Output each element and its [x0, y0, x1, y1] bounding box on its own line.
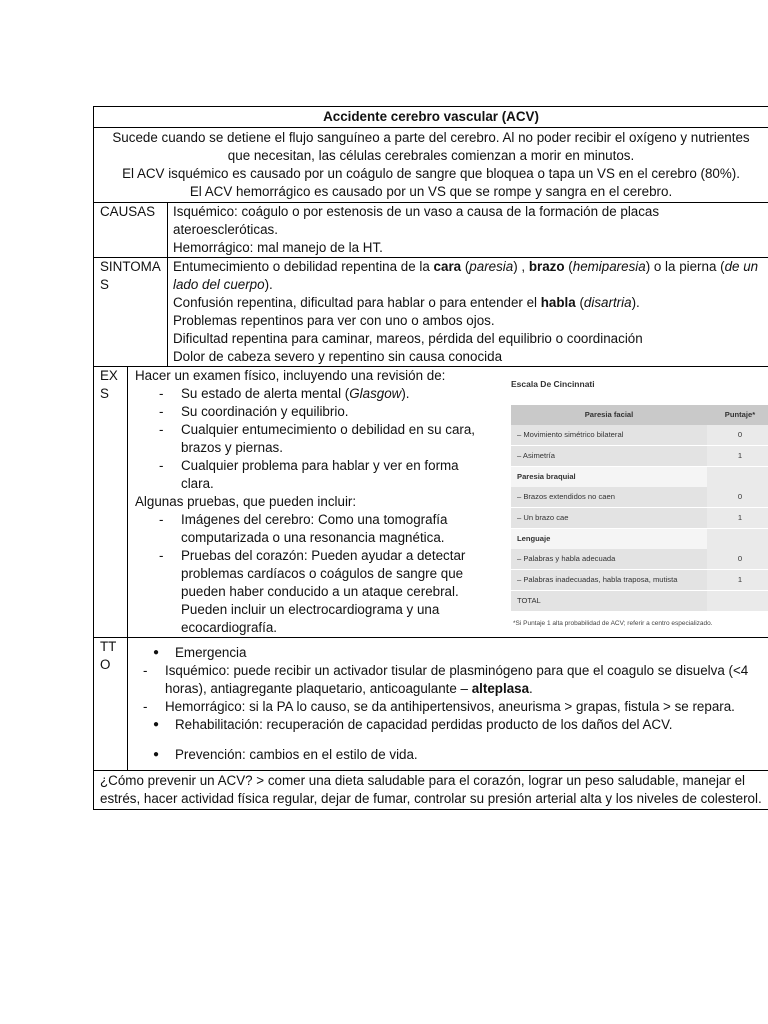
table-section: Paresia braquial: [511, 467, 768, 487]
table-section: Lenguaje: [511, 529, 768, 549]
table-row: – Un brazo cae 1: [511, 508, 768, 528]
list-item: ● Prevención: cambios en el estilo de vida.: [153, 746, 763, 764]
table-row: – Movimiento simétrico bilateral 0: [511, 425, 768, 445]
list-item: ● Emergencia: [153, 644, 763, 662]
sintoma-caminar: Dificultad repentina para caminar, mareos, pérdida del equilibrio o coordinación: [173, 331, 643, 346]
list-item: - Imágenes del cerebro: Como una tomografía computarizada o una resonancia magnética.: [159, 511, 480, 547]
causas-label: CAUSAS: [94, 203, 168, 258]
sintomas-row: [94, 258, 768, 367]
list-item: - Su coordinación y equilibrio.: [159, 403, 480, 421]
intro-row: [94, 128, 768, 203]
table-total-row: TOTAL: [511, 591, 768, 611]
document-title: Accidente cerebro vascular (ACV): [94, 107, 768, 128]
list-item: - Hemorrágico: si la PA lo causo, se da antihipertensivos, aneurisma > grapas, fistula > se repara.: [143, 698, 763, 716]
table-row: – Asimetría 1: [511, 446, 768, 466]
exam-intro: Hacer un examen físico, incluyendo una revisión de:: [135, 368, 446, 383]
table-row: – Brazos extendidos no caen 0: [511, 487, 768, 507]
tto-list: [133, 716, 763, 734]
list-item: - Cualquier problema para hablar y ver en forma clara.: [159, 457, 480, 493]
tto-emergencia-list: [133, 662, 763, 716]
causa-hemorragico: Hemorrágico: mal manejo de la HT.: [173, 240, 383, 255]
sintomas-label: SINTOMAS: [94, 258, 168, 367]
tto-list: [133, 746, 763, 764]
prevention-footer: ¿Cómo prevenir un ACV? > comer una dieta saludable para el corazón, lograr un peso saludable, manejar el estrés, hacer actividad física regular, dejar de fumar, controlar su presión arterial alta y los niveles de colesterol.: [94, 771, 768, 810]
table-row: – Palabras y habla adecuada 0: [511, 549, 768, 569]
intro-paragraph-3: El ACV hemorrágico es causado por un VS que se rompe y sangra en el cerebro.: [189, 184, 673, 199]
intro-paragraph-2: El ACV isquémico es causado por un coágulo de sangre que bloquea o tapa un VS en el cerebro (80%).: [122, 166, 740, 181]
list-item: - Su estado de alerta mental (Glasgow).: [159, 385, 480, 403]
sintoma-cefalea: Dolor de cabeza severo y repentino sin causa conocida: [173, 349, 503, 364]
exs-label: EXS: [94, 367, 128, 638]
acv-table: [93, 106, 768, 810]
tto-row: [94, 638, 768, 771]
sintoma-vision: Problemas repentinos para ver con uno o ambos ojos.: [173, 313, 495, 328]
exam-list: [135, 385, 480, 493]
tests-list: [135, 511, 480, 637]
table-header: Paresia facial Puntaje*: [511, 405, 768, 425]
exs-row: [94, 367, 768, 638]
tto-label: TTO: [94, 638, 128, 771]
table-row: – Palabras inadecuadas, habla traposa, mutista 1: [511, 570, 768, 590]
tests-intro: Algunas pruebas, que pueden incluir:: [135, 494, 357, 509]
sintoma-confusion: Confusión repentina, dificultad para hablar o para entender el habla (disartria).: [173, 295, 640, 310]
sintoma-entumecimiento: Entumecimiento o debilidad repentina de la cara (paresia) , brazo (hemiparesia) o la pierna (de un lado del cuerpo).: [173, 259, 759, 292]
title-row: [94, 107, 768, 128]
list-item: ● Rehabilitación: recuperación de capacidad perdidas producto de los daños del ACV.: [153, 716, 763, 734]
list-item: - Isquémico: puede recibir un activador tisular de plasminógeno para que el coagulo se disuelva (<4 horas), antiagregante plaquetario, anticoagulante – alteplasa.: [143, 662, 763, 698]
cincinnati-title: Escala De Cincinnati: [511, 379, 595, 389]
cincinnati-table: [511, 405, 768, 611]
cincinnati-footnote: *Si Puntaje 1 alta probabilidad de ACV; referir a centro especializado.: [513, 620, 713, 627]
causas-row: [94, 203, 768, 258]
list-item: - Cualquier entumecimiento o debilidad en su cara, brazos y piernas.: [159, 421, 480, 457]
intro-paragraph-1: Sucede cuando se detiene el flujo sanguíneo a parte del cerebro. Al no poder recibir el oxígeno y nutrientes que necesitan, las células cerebrales comienzan a morir en minutos.: [112, 130, 750, 163]
document-page: [93, 106, 768, 810]
causa-isquemico: Isquémico: coágulo o por estenosis de un vaso a causa de la formación de placas ateroescleróticas.: [173, 204, 660, 237]
cincinnati-scale-image: [505, 369, 768, 633]
footer-row: [94, 771, 768, 810]
list-item: - Pruebas del corazón: Pueden ayudar a detectar problemas cardíacos o coágulos de sangre que pueden haber conducido a un ataque cerebral. Pueden incluir un electrocardiograma y una ecocardiografía.: [159, 547, 480, 637]
tto-list: [133, 644, 763, 662]
